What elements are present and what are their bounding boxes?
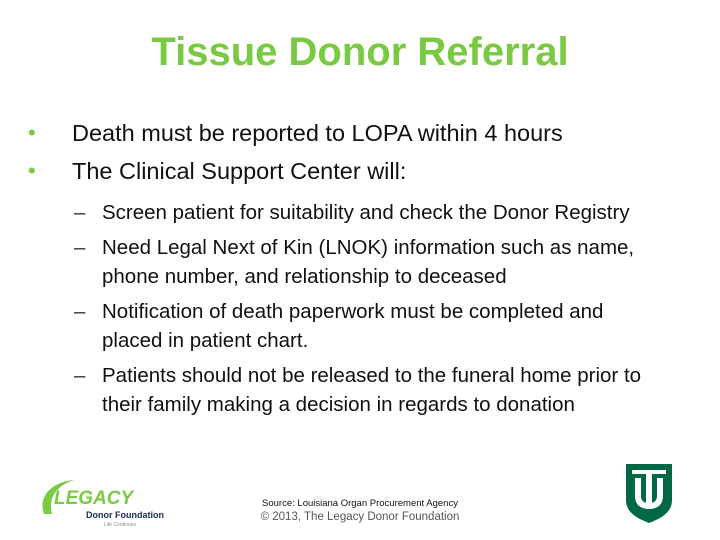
dash-icon: – <box>74 300 86 323</box>
sub-bullet-item <box>74 361 662 419</box>
legacy-logo-subtext: Donor Foundation <box>86 510 164 520</box>
bullet-text: The Clinical Support Center will: <box>72 158 407 184</box>
copyright-note: © 2013, The Legacy Donor Foundation <box>260 511 460 523</box>
sub-bullet-item <box>74 233 662 291</box>
tulane-logo <box>624 462 674 524</box>
sub-bullet-text: Notification of death paperwork must be completed and placed in patient chart. <box>102 300 604 352</box>
dash-icon: – <box>74 236 86 259</box>
slide-title: Tissue Donor Referral <box>151 30 569 74</box>
bullet-dot-icon: • <box>28 120 36 145</box>
bullet-item <box>28 156 708 186</box>
legacy-logo-tagline: Life Continues <box>104 522 136 528</box>
bullet-list <box>28 118 708 425</box>
legacy-logo <box>34 474 174 530</box>
sub-bullet-item <box>74 297 662 355</box>
dash-icon: – <box>74 201 86 224</box>
source-note: Source: Louisiana Organ Procurement Agency <box>262 498 458 509</box>
sub-bullet-text: Need Legal Next of Kin (LNOK) information such as name, phone number, and relationship to deceased <box>102 236 635 288</box>
legacy-logo-text: LEGACY <box>54 488 134 509</box>
bullet-dot-icon: • <box>28 158 36 183</box>
sub-bullet-list <box>74 198 708 419</box>
bullet-text: Death must be reported to LOPA within 4 hours <box>72 120 563 146</box>
sub-bullet-item <box>74 198 662 227</box>
sub-bullet-text: Patients should not be released to the funeral home prior to their family making a decision in regards to donation <box>102 364 642 416</box>
dash-icon: – <box>74 364 86 387</box>
bullet-item <box>28 118 708 148</box>
sub-bullet-text: Screen patient for suitability and check the Donor Registry <box>102 201 630 224</box>
